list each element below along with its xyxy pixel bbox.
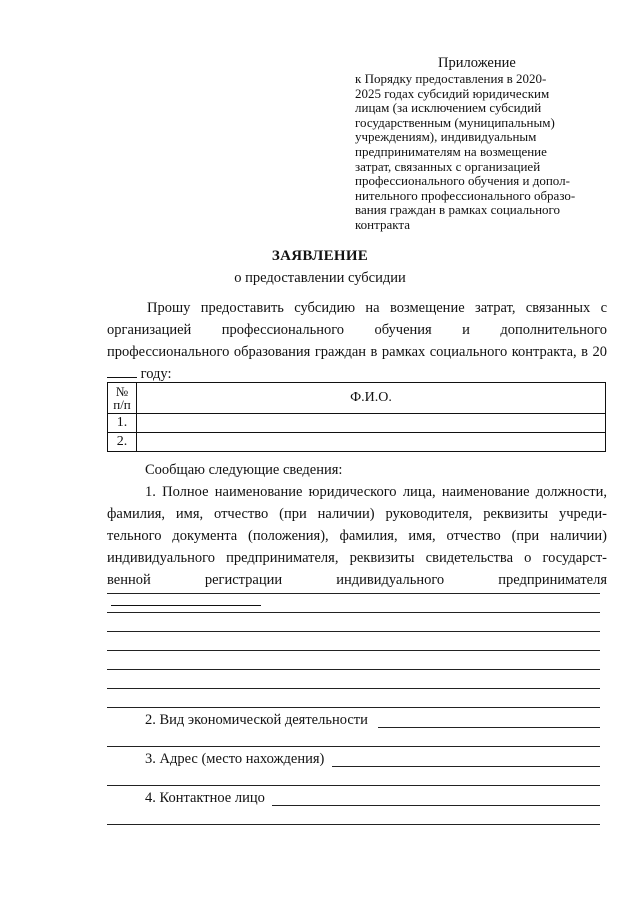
appendix-line: контракта (355, 216, 410, 232)
table-header-row (108, 383, 606, 414)
fill-line[interactable] (107, 669, 600, 670)
appendix-line: затрат, связанных с организацией (355, 158, 541, 174)
appendix-body (355, 72, 617, 233)
appendix-line: вания граждан в рамках социального (355, 202, 561, 218)
fill-line[interactable] (107, 650, 600, 651)
item-2-fill[interactable] (378, 727, 600, 728)
appendix-line: профессионального обучения и допол- (355, 173, 570, 189)
appendix-line: государственным (муниципальным) (355, 114, 555, 130)
appendix-line: предпринимателям на возмещение (355, 143, 547, 159)
fill-line[interactable] (107, 688, 600, 689)
document-subtitle: о предоставлении субсидии (234, 270, 406, 286)
row-name-cell[interactable] (137, 433, 606, 452)
intro-text: Прошу предоставить субсидию на возмещение затрат, связанных с организацией профессионального обучения и дополнительного профессионального образования граждан в рамках социального контракта, в 20 (107, 300, 607, 360)
appendix-line: к Порядку предоставления в 2020- (355, 71, 547, 86)
appendix-line: нительного профессионального образо- (355, 187, 576, 203)
item-4-label: 4. Контактное лицо (145, 790, 265, 806)
appendix-title: Приложение (438, 55, 516, 71)
row-name-cell[interactable] (137, 414, 606, 433)
appendix-line: учреждениям), индивидуальным (355, 129, 537, 145)
fill-line[interactable] (107, 785, 600, 786)
fill-line[interactable] (107, 631, 600, 632)
fill-line[interactable] (107, 824, 600, 825)
intro-paragraph (107, 297, 607, 385)
item-1-fill[interactable] (111, 593, 261, 606)
info-intro: Сообщаю следующие сведения: (145, 462, 343, 478)
item-4-fill[interactable] (272, 805, 600, 806)
fill-line[interactable] (107, 746, 600, 747)
intro-suffix: году: (137, 366, 172, 382)
row-number: 1. (108, 414, 137, 433)
year-blank[interactable] (107, 365, 137, 378)
appendix-line: лицам (за исключением субсидий (355, 100, 542, 116)
fill-line[interactable] (107, 612, 600, 613)
row-number: 2. (108, 433, 137, 452)
appendix-line: 2025 годах субсидий юридическим (355, 85, 550, 101)
item-2-label: 2. Вид экономической деятельности (145, 712, 368, 728)
item-3-fill[interactable] (332, 766, 600, 767)
col-name-header: Ф.И.О. (137, 383, 606, 414)
document-title: ЗАЯВЛЕНИЕ (271, 248, 369, 264)
fill-line[interactable] (107, 593, 600, 594)
table-row (108, 414, 606, 433)
item-1-text: 1. Полное наименование юридического лица, наименование должности, фамилия, имя, отчество (при наличии) руководителя, реквизиты учреди-тельного документа (положения), фамилия, имя, отчество (при наличии) индивидуального предпринимателя, реквизиты свидетельства о государст-венной регистрации индивидуального предпринимателя (107, 481, 607, 613)
fill-line[interactable] (107, 707, 600, 708)
col-number-header: № п/п (108, 383, 137, 414)
persons-table (107, 382, 606, 452)
item-3-label: 3. Адрес (место нахождения) (145, 751, 325, 767)
table-row (108, 433, 606, 452)
